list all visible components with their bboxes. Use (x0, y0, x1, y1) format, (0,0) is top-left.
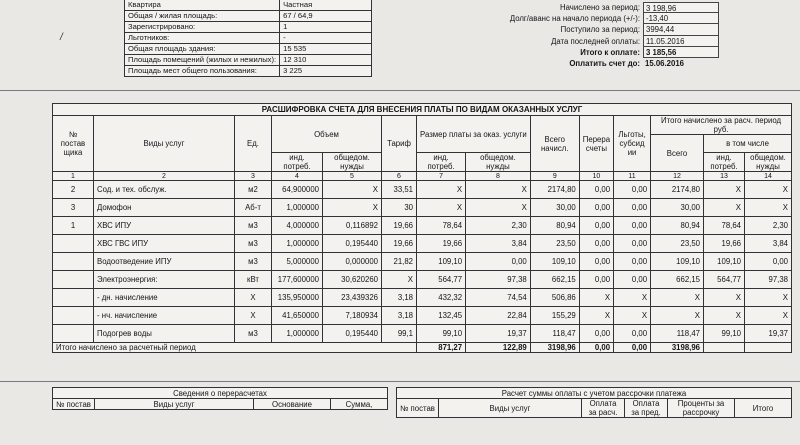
cell-vol-ind: 64,900000 (272, 181, 323, 199)
header-final-ind: инд. потреб. (704, 153, 745, 172)
cell-f-ind: X (704, 289, 745, 307)
cell-f-total: X (651, 307, 704, 325)
info-value: 67 / 64,9 (280, 11, 372, 22)
cell-tariff: 30 (382, 199, 417, 217)
cell-unit: Аб-т (235, 199, 272, 217)
cell-fee-ind: 78,64 (417, 217, 466, 235)
cell-recalc: 0,00 (579, 199, 613, 217)
recalc-title: Сведения о перерасчетах (53, 388, 388, 399)
info-value: 1 (280, 22, 372, 33)
cell-tariff: 19,66 (382, 235, 417, 253)
cell-f-common: 3,84 (745, 235, 792, 253)
cell-fee-common: 22,84 (466, 307, 531, 325)
header-volume-ind: инд. потреб. (272, 153, 323, 172)
payment-header-service: Виды услуг (438, 399, 581, 418)
service-row (53, 271, 792, 289)
info-value: - (280, 33, 372, 44)
service-row (53, 253, 792, 271)
cell-f-total: 2174,80 (651, 181, 704, 199)
cell-recalc: 0,00 (579, 271, 613, 289)
cell-benefit: 0,00 (614, 325, 651, 343)
summary-row-charged: Начислено за период: 3 198,96 (478, 2, 768, 13)
cell-unit: кВт (235, 271, 272, 289)
cell-fee-common: 74,54 (466, 289, 531, 307)
recalc-header-service: Виды услуг (94, 399, 253, 410)
column-number: 10 (579, 172, 613, 181)
recalc-header-no: № постав (53, 399, 95, 410)
info-label: Льготников: (125, 33, 280, 44)
total-benefit: 0,00 (614, 343, 651, 353)
info-label: Общая / жилая площадь: (125, 11, 280, 22)
installment-payment-table (396, 387, 792, 418)
cell-fee-common: X (466, 199, 531, 217)
cell-fee-ind: 432,32 (417, 289, 466, 307)
cell-fee-common: 3,84 (466, 235, 531, 253)
cell-vol-common: 0,000000 (323, 253, 382, 271)
recalc-header-basis: Основание (254, 399, 331, 410)
cell-tariff: 99,1 (382, 325, 417, 343)
payment-header-percent: Проценты за рассрочку (668, 399, 735, 418)
cell-tariff: 21,82 (382, 253, 417, 271)
cell-benefit: X (614, 307, 651, 325)
cell-vol-common: 7,180934 (323, 307, 382, 325)
cell-fee-ind: 564,77 (417, 271, 466, 289)
info-row (125, 0, 372, 11)
cell-fee-common: 0,00 (466, 253, 531, 271)
cell-fee-common: 97,38 (466, 271, 531, 289)
cell-recalc: 0,00 (579, 253, 613, 271)
info-row (125, 44, 372, 55)
cell-benefit: 0,00 (614, 253, 651, 271)
column-number: 1 (53, 172, 94, 181)
info-row (125, 55, 372, 66)
summary-row-received: Поступило за период: 3994,44 (478, 24, 768, 35)
info-value: 15 535 (280, 44, 372, 55)
cell-unit: м3 (235, 325, 272, 343)
cell-vol-common: 0,195440 (323, 235, 382, 253)
cell-no (53, 253, 94, 271)
cell-vol-common: X (323, 181, 382, 199)
cell-recalc: 0,00 (579, 325, 613, 343)
service-row (53, 235, 792, 253)
cell-fee-ind: 99,10 (417, 325, 466, 343)
cell-vol-common: 0,116892 (323, 217, 382, 235)
recalculation-table (52, 387, 388, 410)
cell-fee-ind: X (417, 181, 466, 199)
cell-recalc: X (579, 289, 613, 307)
payment-header-total: Итого (735, 399, 792, 418)
cell-unit: м3 (235, 253, 272, 271)
cell-name: - дн. начисление (94, 289, 235, 307)
cell-fee-ind: 19,66 (417, 235, 466, 253)
cell-fee-common: X (466, 181, 531, 199)
info-row (125, 22, 372, 33)
column-number: 9 (530, 172, 579, 181)
total-empty (745, 343, 792, 353)
header-volume-common: общедом. нужды (323, 153, 382, 172)
cell-benefit: 0,00 (614, 235, 651, 253)
cell-f-total: 662,15 (651, 271, 704, 289)
cell-benefit: 0,00 (614, 181, 651, 199)
total-row (53, 343, 792, 353)
info-label: Квартира (125, 0, 280, 11)
column-number: 4 (272, 172, 323, 181)
recalc-header-sum: Сумма, (331, 399, 388, 410)
cell-vol-ind: 1,000000 (272, 235, 323, 253)
cell-total: 662,15 (530, 271, 579, 289)
cell-total: 30,00 (530, 199, 579, 217)
cell-name: ХВС ИПУ (94, 217, 235, 235)
cell-f-ind: 78,64 (704, 217, 745, 235)
total-empty (704, 343, 745, 353)
header-volume: Объем (272, 116, 382, 153)
cell-no (53, 271, 94, 289)
cell-vol-ind: 4,000000 (272, 217, 323, 235)
column-number: 3 (235, 172, 272, 181)
total-charged: 3198,96 (530, 343, 579, 353)
service-row (53, 181, 792, 199)
column-number: 6 (382, 172, 417, 181)
header-service: Виды услуг (94, 116, 235, 172)
cell-vol-common: 30,620260 (323, 271, 382, 289)
cell-vol-ind: 1,000000 (272, 199, 323, 217)
header-including: в том числе (704, 135, 792, 153)
cell-name: Подогрев воды (94, 325, 235, 343)
cell-f-ind: X (704, 307, 745, 325)
cell-total: 2174,80 (530, 181, 579, 199)
cell-vol-ind: 177,600000 (272, 271, 323, 289)
cell-f-common: 97,38 (745, 271, 792, 289)
header-benefits: Льготы, субсид ии (614, 116, 651, 172)
cell-unit: м2 (235, 181, 272, 199)
cell-no: 2 (53, 181, 94, 199)
cell-name: Домофон (94, 199, 235, 217)
cell-vol-common: 0,195440 (323, 325, 382, 343)
cell-f-common: X (745, 289, 792, 307)
cell-f-common: X (745, 181, 792, 199)
cell-name: Сод. и тех. обслуж. (94, 181, 235, 199)
cell-f-ind: 99,10 (704, 325, 745, 343)
payment-title: Расчет суммы оплаты с учетом рассрочки платежа (397, 388, 792, 399)
cell-vol-ind: 1,000000 (272, 325, 323, 343)
service-row (53, 325, 792, 343)
cell-fee-ind: X (417, 199, 466, 217)
cell-total: 118,47 (530, 325, 579, 343)
table-title: РАСШИФРОВКА СЧЕТА ДЛЯ ВНЕСЕНИЯ ПЛАТЫ ПО ВИДАМ ОКАЗАННЫХ УСЛУГ (53, 104, 792, 116)
info-value: Частная (280, 0, 372, 11)
service-row (53, 289, 792, 307)
header-fee-common: общедом. нужды (466, 153, 531, 172)
header-recalc: Перера счеты (579, 116, 613, 172)
header-fee-ind: инд. потреб. (417, 153, 466, 172)
info-row (125, 11, 372, 22)
cell-f-total: 80,94 (651, 217, 704, 235)
cell-benefit: 0,00 (614, 199, 651, 217)
cell-name: Электроэнергия: (94, 271, 235, 289)
info-row (125, 66, 372, 77)
cell-f-common: X (745, 199, 792, 217)
payment-header-previous: Оплата за пред. (625, 399, 668, 418)
service-row (53, 217, 792, 235)
summary-row-total-due: Итого к оплате: 3 185,56 (478, 47, 768, 58)
column-number: 7 (417, 172, 466, 181)
cell-total: 23,50 (530, 235, 579, 253)
handwritten-mark: / (60, 32, 63, 43)
total-fee-ind: 871,27 (417, 343, 466, 353)
cell-f-total: 109,10 (651, 253, 704, 271)
cell-fee-common: 2,30 (466, 217, 531, 235)
cell-vol-common: 23,439326 (323, 289, 382, 307)
apartment-info-table (124, 0, 372, 77)
column-number: 2 (94, 172, 235, 181)
cell-benefit: 0,00 (614, 217, 651, 235)
info-row (125, 33, 372, 44)
cell-vol-common: X (323, 199, 382, 217)
cell-vol-ind: 41,650000 (272, 307, 323, 325)
cell-f-ind: X (704, 199, 745, 217)
column-number: 13 (704, 172, 745, 181)
info-label: Зарегистрировано: (125, 22, 280, 33)
cell-fee-ind: 132,45 (417, 307, 466, 325)
cell-f-ind: 19,66 (704, 235, 745, 253)
summary-row-debt: Долг/аванс на начало периода (+/-): -13,40 (478, 13, 768, 24)
cell-unit: X (235, 289, 272, 307)
cell-no (53, 235, 94, 253)
header-total-charged: Всего начисл. (530, 116, 579, 172)
cell-fee-common: 19,37 (466, 325, 531, 343)
cell-f-common: 19,37 (745, 325, 792, 343)
cell-no: 1 (53, 217, 94, 235)
cell-f-ind: 564,77 (704, 271, 745, 289)
cell-f-total: 118,47 (651, 325, 704, 343)
cell-total: 506,86 (530, 289, 579, 307)
payment-header-current: Оплата за расч. (582, 399, 625, 418)
cell-total: 155,29 (530, 307, 579, 325)
total-label: Итого начислено за расчетный период (53, 343, 417, 353)
cell-tariff: 3,18 (382, 307, 417, 325)
info-label: Площадь мест общего пользования: (125, 66, 280, 77)
cell-f-total: 23,50 (651, 235, 704, 253)
cell-no (53, 307, 94, 325)
cell-tariff: 19,66 (382, 217, 417, 235)
cell-no: 3 (53, 199, 94, 217)
cell-recalc: 0,00 (579, 235, 613, 253)
cell-tariff: 3,18 (382, 289, 417, 307)
header-unit: Ед. (235, 116, 272, 172)
payment-header-no: № постав (397, 399, 439, 418)
info-label: Общая площадь здания: (125, 44, 280, 55)
service-row (53, 199, 792, 217)
cell-total: 80,94 (530, 217, 579, 235)
cell-recalc: X (579, 307, 613, 325)
column-number: 8 (466, 172, 531, 181)
account-summary (478, 2, 768, 69)
cell-recalc: 0,00 (579, 217, 613, 235)
summary-row-pay-by: Оплатить счет до: 15.06.2016 (569, 58, 685, 68)
info-value: 3 225 (280, 66, 372, 77)
cell-f-common: 0,00 (745, 253, 792, 271)
header-tariff: Тариф (382, 116, 417, 172)
cell-f-total: X (651, 289, 704, 307)
cell-f-total: 30,00 (651, 199, 704, 217)
column-number-row (53, 172, 792, 181)
cell-tariff: 33,51 (382, 181, 417, 199)
cell-unit: X (235, 307, 272, 325)
cell-benefit: X (614, 289, 651, 307)
total-recalc: 0,00 (579, 343, 613, 353)
service-row (53, 307, 792, 325)
cell-name: - нч. начисление (94, 307, 235, 325)
column-number: 14 (745, 172, 792, 181)
header-final-common: общедом. нужды (745, 153, 792, 172)
cell-benefit: 0,00 (614, 271, 651, 289)
cell-vol-ind: 5,000000 (272, 253, 323, 271)
header-final: Итого начислено за расч. период руб. (651, 116, 792, 135)
cell-unit: м3 (235, 235, 272, 253)
cell-tariff: X (382, 271, 417, 289)
header-final-total: Всего (651, 135, 704, 172)
info-value: 12 310 (280, 55, 372, 66)
cell-name: ХВС ГВС ИПУ (94, 235, 235, 253)
section-separator-bottom (0, 381, 800, 382)
total-fee-common: 122,89 (466, 343, 531, 353)
column-number: 12 (651, 172, 704, 181)
cell-f-common: 2,30 (745, 217, 792, 235)
cell-no (53, 289, 94, 307)
total-final: 3198,96 (651, 343, 704, 353)
column-number: 11 (614, 172, 651, 181)
header-supplier: № постав щика (53, 116, 94, 172)
cell-vol-ind: 135,950000 (272, 289, 323, 307)
cell-recalc: 0,00 (579, 181, 613, 199)
cell-f-common: X (745, 307, 792, 325)
section-separator (0, 90, 800, 91)
cell-unit: м3 (235, 217, 272, 235)
cell-name: Водоотведение ИПУ (94, 253, 235, 271)
cell-fee-ind: 109,10 (417, 253, 466, 271)
cell-f-ind: 109,10 (704, 253, 745, 271)
summary-row-last-payment: Дата последней оплаты: 11.05.2016 (478, 36, 768, 47)
header-fee: Размер платы за оказ. услуги (417, 116, 531, 153)
cell-no (53, 325, 94, 343)
column-number: 5 (323, 172, 382, 181)
services-breakdown-table (52, 103, 792, 353)
cell-f-ind: X (704, 181, 745, 199)
info-label: Площадь помещений (жилых и нежилых): (125, 55, 280, 66)
cell-total: 109,10 (530, 253, 579, 271)
